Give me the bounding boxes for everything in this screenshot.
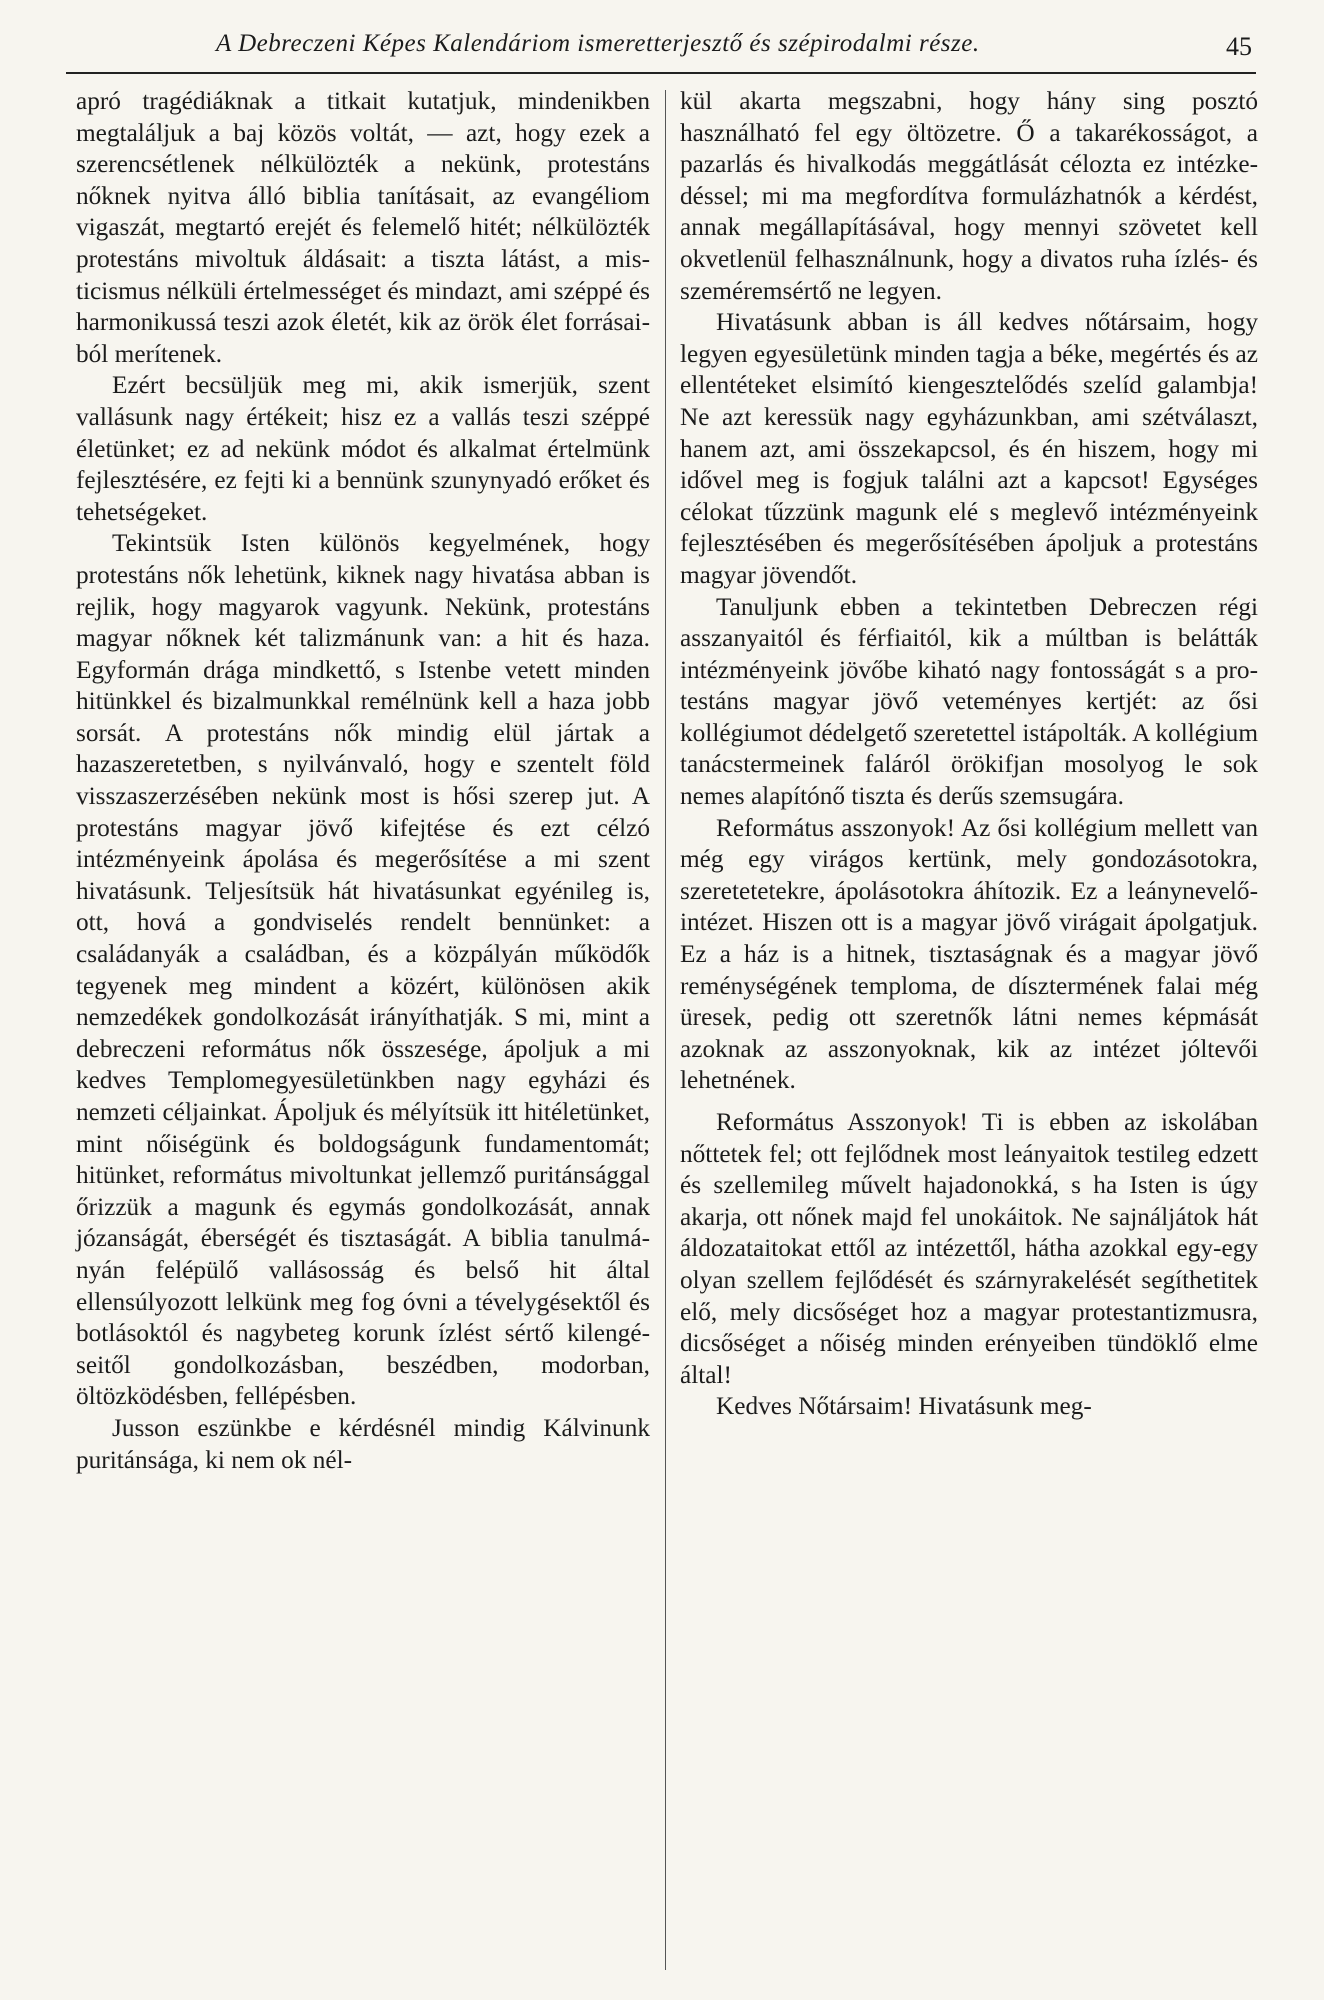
paragraph: Tanuljunk ebben a tekintetben Debreczen régi asszanyaitól és férfiaitól, kik a múltban is belátták intézményeink jövőbe kiható nagy fontosságát s a protestáns magyar jövő veteményes kertjét: az ősi kollégiumot dédelgető szeretettel istápolták. A kollégium tanácstermeinek faláról örökifjan mosolyog le sok nemes alapítónő tiszta és derűs szemsugára.	[680, 592, 1258, 811]
header-title: A Debreczeni Képes Kalendáriom ismeretterjesztő és szépirodalmi része.	[216, 30, 980, 57]
left-column	[76, 86, 650, 1476]
paragraph: Tekintsük Isten különös kegyelmének, hogy protestáns nők lehetünk, kiknek nagy hivatása abban is rejlik, hogy magyarok vagyunk. Nekünk, protestáns magyar nőknek két talizmánunk van: a hit és haza. Egyformán drága mindkettő, s Istenbe vetett minden hitünkkel és bizalmunkkal remélnünk kell a haza jobb sorsát. A protestáns nők mindig elül jártak a hazaszeretetben, s nyilvánvaló, hogy e szentelt föld visszaszerzésében nekünk most is hősi szerep jut. A protestáns magyar jövő kifejtése és ezt célzó intézményeink ápolása és megerősítése a mi szent hivatásunk. Teljesítsük hát hivatásunkat egyénileg is, ott, hová a gondviselés rendelt bennünket: a családanyák a családban, és a közpályán működők tegyenek meg mindent a közért, különösen akik nemzedékek gondolkozását irányíthatják. S mi, mint a debreczeni református nők összesége, ápoljuk a mi kedves Templomegyesületünkben nagy egyházi és nemzeti céljainkat. Ápoljuk és mélyítsük itt hitéletünket, mint nőiségünk és boldogságunk fundamentomát; hitünket, református mivoltunkat jellemző puritánsággal őrizzük a magunk és egymás gondolkozását, annak józanságát, éberségét és tisztaságát. A biblia tanulmányán felépülő vallásosság és belső hit által ellensúlyozott lelkünk meg fog óvni a tévelygésektől és botlásoktól és nagybeteg korunk ízlést sértő kilengéseitől gondolkozásban, beszédben, modorban, öltözködésben, fellépésben.	[76, 529, 650, 1411]
paragraph: Református asszonyok! Az ősi kollégium mellett van még egy virágos kertünk, mely gondozásotokra, szeretetetekre, ápolásotokra áhítozik. Ez a leánynevelő-intézet. Hiszen ott is a magyar jövő virágait ápolgatjuk. Ez a ház is a hitnek, tisztaságnak és a magyar jövő reménységének temploma, de dísztermének falai még üresek, pedig ott szeretnők látni nemes képmását azoknak az asszonyoknak, kik az intézet jóltevői lehetnének.	[680, 813, 1258, 1095]
page-number: 45	[1226, 32, 1252, 61]
paragraph: Hivatásunk abban is áll kedves nőtársaim, hogy legyen egyesületünk minden tagja a béke, megértés és az ellentéteket elsimító kiengesztelődés szelíd galambja! Ne azt keressük nagy egyházunkban, ami szétválaszt, hanem azt, ami összekapcsol, és én hiszem, hogy mi idővel meg is fogjuk találni azt a kapcsot! Egységes célokat tűzzünk magunk elé s meglevő intézményeink fejlesztésében és megerősítésében ápoljuk a protestáns magyar jövendőt.	[680, 308, 1258, 589]
column-divider	[665, 90, 666, 1970]
paragraph: kül akarta megszabni, hogy hány sing posztó használható fel egy öltözetre. Ő a takarékosságot, a pazarlás és hivalkodás meggátlását célozta ez intézkedéssel; mi ma megfordítva formulázhatnók a kérdést, annak megállapításával, hogy mennyi szövetet kell okvetlenül felhasználnunk, hogy a divatos ruha ízlés- és szeméremsértő ne legyen.	[680, 87, 1258, 305]
paragraph: apró tragédiáknak a titkait kutatjuk, mindenikben megtaláljuk a baj közös voltát, — azt, hogy ezek a szerencsétlenek nélkülözték a nekünk, protestáns nőknek nyitva álló biblia tanításait, az evangéliom vigaszát, megtartó erejét és felemelő hitét; nélkülözték protestáns mivoltuk áldásait: a tiszta látást, a misticismus nélküli értelmességet és mindazt, ami széppé és harmonikussá teszi azok életét, kik az örök élet forrásaiból merítenek.	[76, 87, 650, 368]
paragraph: Jusson eszünkbe e kérdésnél mindig Kálvinunk puritánsága, ki nem ok nél-	[76, 1413, 650, 1474]
right-column	[680, 86, 1258, 1423]
paragraph: Ezért becsüljük meg mi, akik ismerjük, szent vallásunk nagy értékeit; hisz ez a vallás teszi széppé életünket; ez ad nekünk módot és alkalmat értelmünk fejlesztésére, ez fejti ki a bennünk szunynyadó erőket és tehetségeket.	[76, 371, 650, 526]
running-header	[66, 22, 1256, 74]
paragraph: Református Asszonyok! Ti is ebben az iskolában nőttetek fel; ott fejlődnek most leányaitok testileg edzett és szellemileg művelt hajadonokká, s ha Isten is úgy akarja, ott nőnek majd fel unokáitok. Ne sajnáljátok hát áldozataitokat ettől az intézettől, hátha azokkal egy-egy olyan szellem fejlődését és szárnyrakelését segíthetitek elő, mely dicsőséget hoz a magyar protestantizmusra, dicsőséget a nőiség minden erényeiben tündöklő elme által!	[680, 1108, 1258, 1389]
paragraph: Kedves Nőtársaim! Hivatásunk meg-	[716, 1392, 1092, 1421]
